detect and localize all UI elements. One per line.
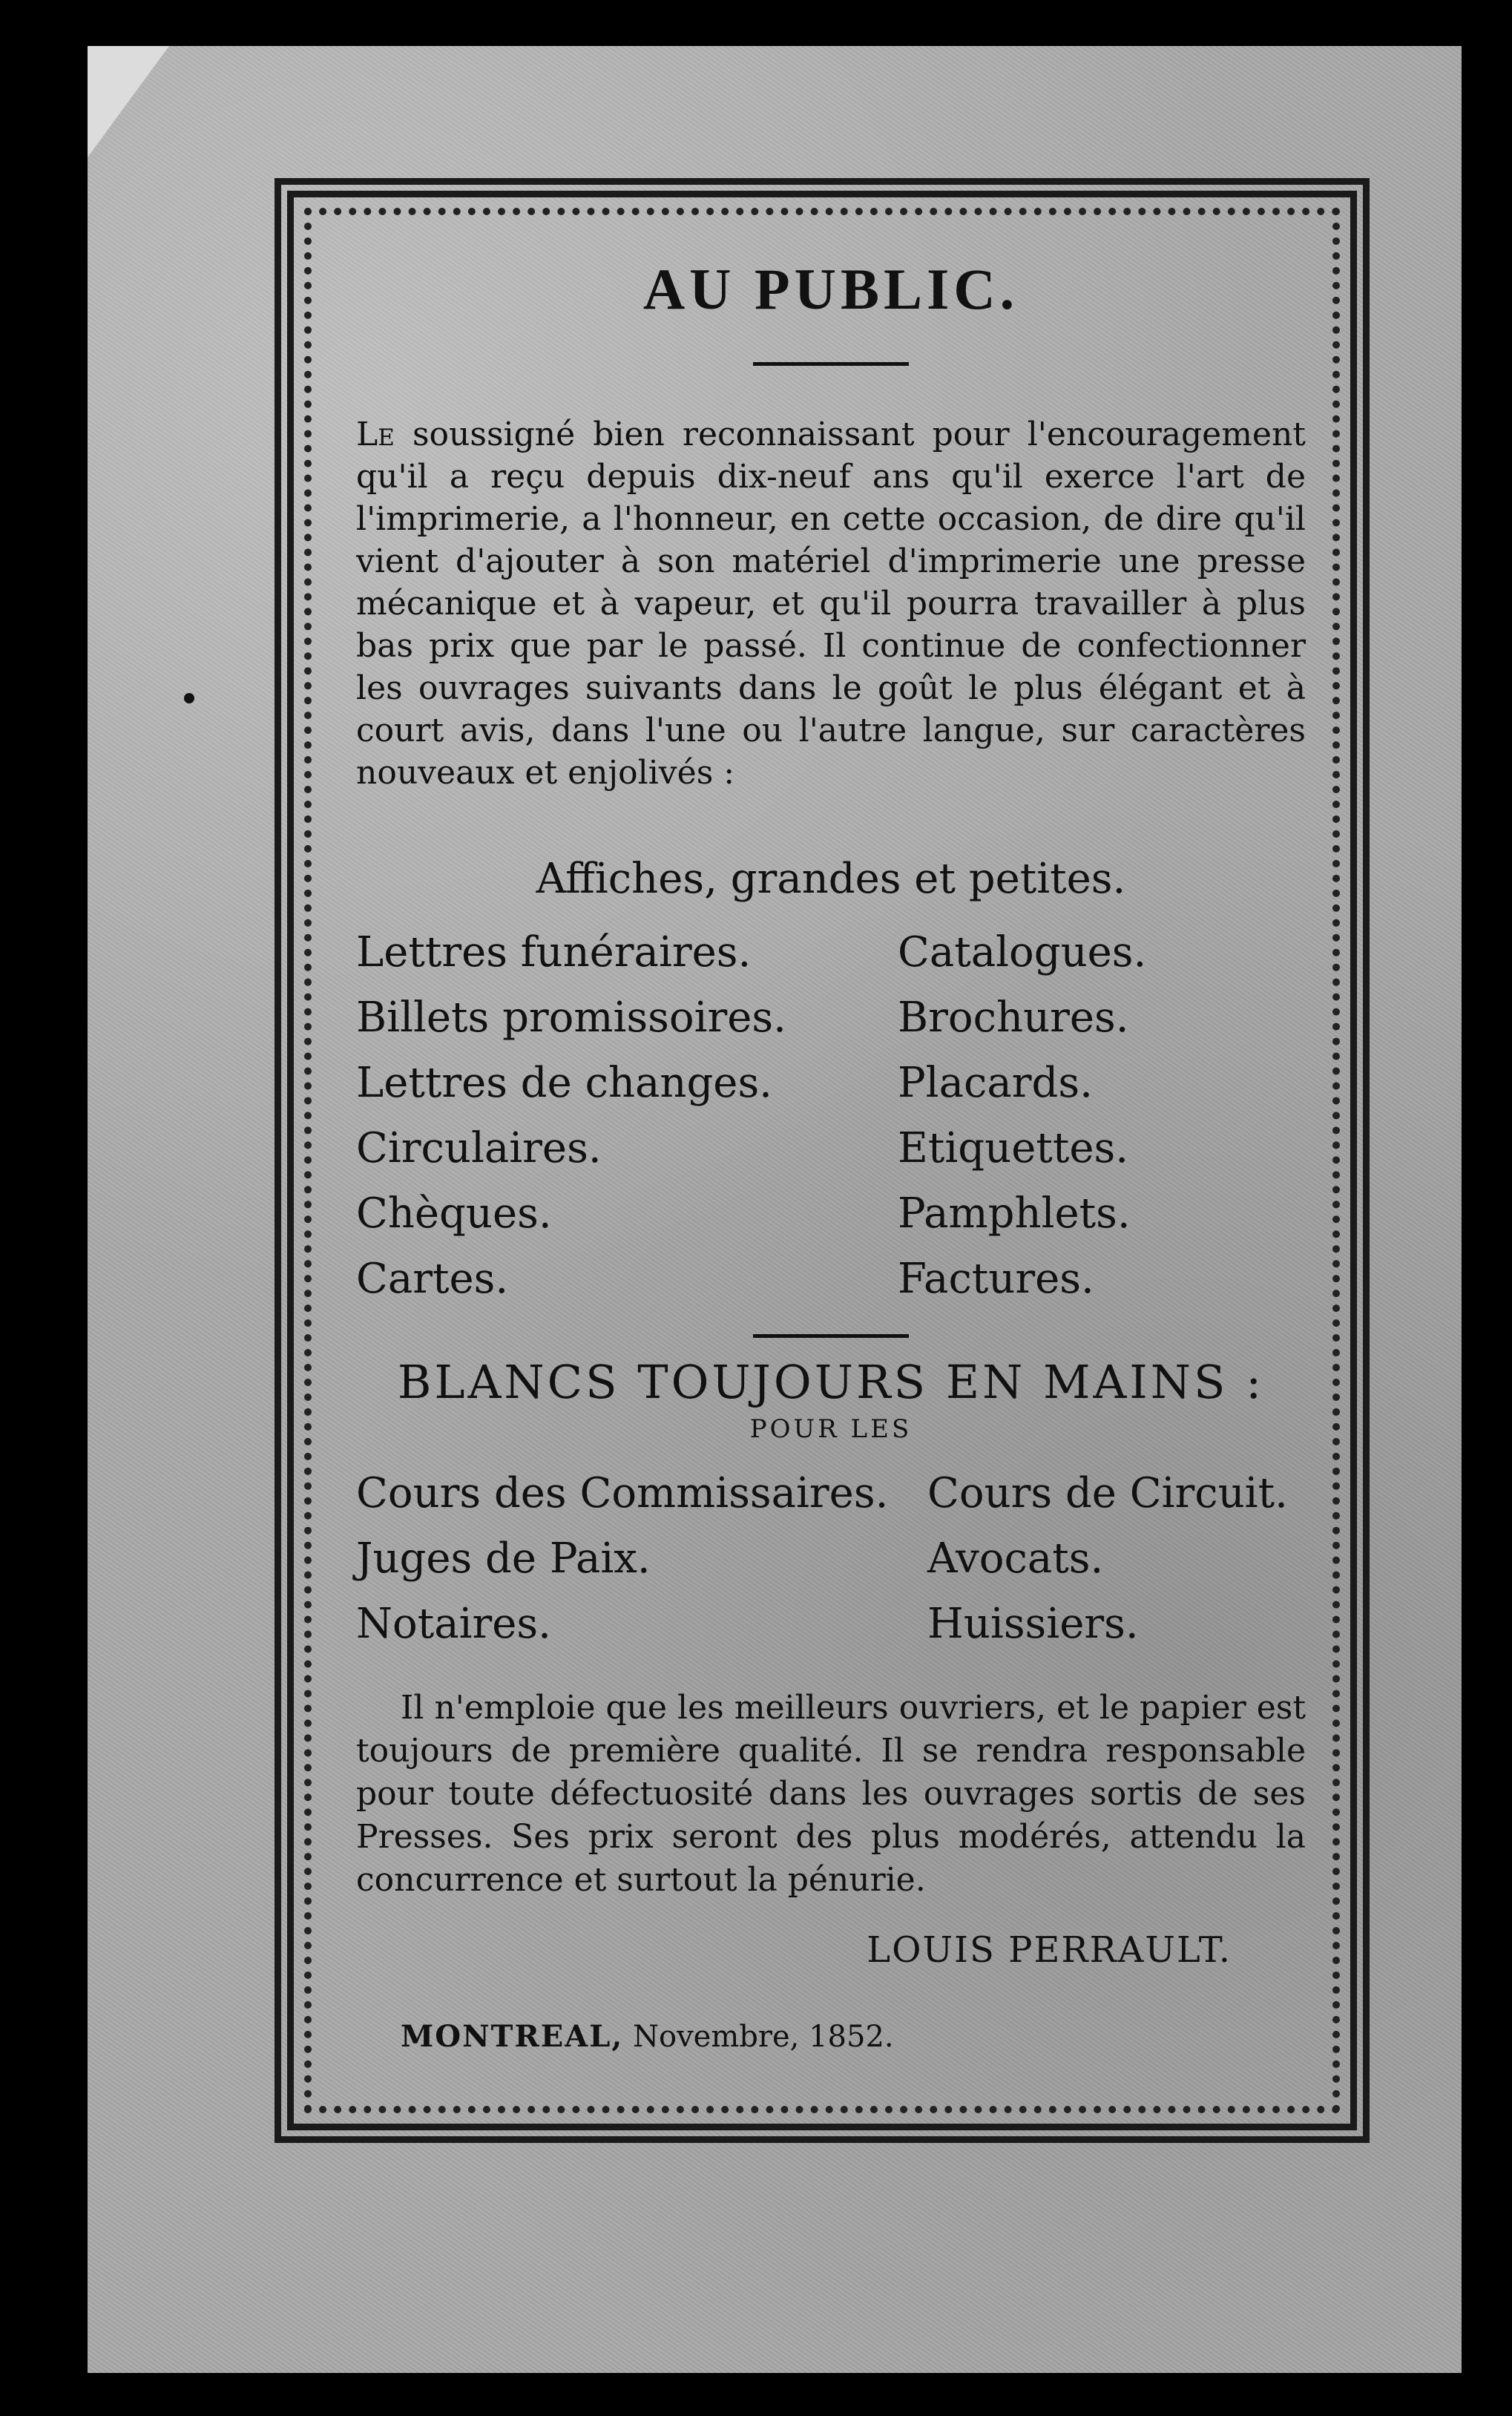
dateline [401,2015,1306,2059]
works-item: Billets promissoires. [356,994,786,1042]
blancs-item: Cours des Commissaires. [356,1469,889,1517]
blancs-item: Juges de Paix. [356,1534,651,1583]
dateline-date: Novembre, 1852. [632,2020,894,2054]
intro-paragraph [356,413,1306,794]
works-item: Circulaires. [356,1124,602,1172]
blancs-title: BLANCS TOUJOURS EN MAINS : [397,1355,1265,1409]
blancs-item: Notaires. [356,1600,551,1648]
works-item: Brochures. [898,994,1129,1042]
intro-lead: Le [356,416,395,453]
page-title: AU PUBLIC. [642,257,1019,321]
intro-text: soussigné bien reconnaissant pour l'encouragement qu'il a reçu depuis dix-neuf ans qu'il exerce l'art de l'imprimerie, a l'honneur, en cette occasion, de dire qu'il vient d'ajouter à son matériel d'imprimerie une presse mécanique et à vapeur, et qu'il pourra travailler à plus bas prix que par le passé. Il continue de confectionner les ouvrages suivants dans le goût le plus élégant et à court avis, dans l'une ou l'autre langue, sur caractères nouveaux et enjolivés : [356,416,1306,792]
blancs-item: Huissiers. [927,1600,1139,1648]
blancs-item: Cours de Circuit. [927,1469,1288,1517]
works-list [356,920,1306,1312]
works-item: Lettres funéraires. [356,928,752,976]
title-rule [753,362,909,366]
works-item: Etiquettes. [898,1124,1129,1172]
closing-paragraph: Il n'emploie que les meilleurs ouvriers, et le papier est toujours de première qualité. Il se rendra responsable pour toute défectuosité dans les ouvrages sortis de ses Presses. Ses prix seront des plus modérés, attendu la concurrence et surtout la pénurie. [356,1689,1306,1899]
blancs-subtitle: POUR LES [749,1414,913,1444]
works-heading: Affiches, grandes et petites. [536,855,1126,903]
works-item: Lettres de changes. [356,1059,772,1107]
signature: LOUIS PERRAULT. [867,1929,1232,1971]
works-item: Placards. [898,1059,1093,1107]
advertisement-content [356,252,1306,2059]
blancs-item: Avocats. [927,1534,1104,1583]
works-item: Pamphlets. [898,1189,1131,1238]
ink-spot [184,693,194,703]
folded-corner [88,46,169,157]
section-rule [753,1334,909,1338]
works-item: Factures. [898,1255,1094,1303]
works-item: Cartes. [356,1255,509,1303]
dateline-city: MONTREAL, [401,2019,624,2054]
blancs-list [356,1461,1306,1657]
works-item: Chèques. [356,1189,552,1238]
works-item: Catalogues. [898,928,1147,976]
